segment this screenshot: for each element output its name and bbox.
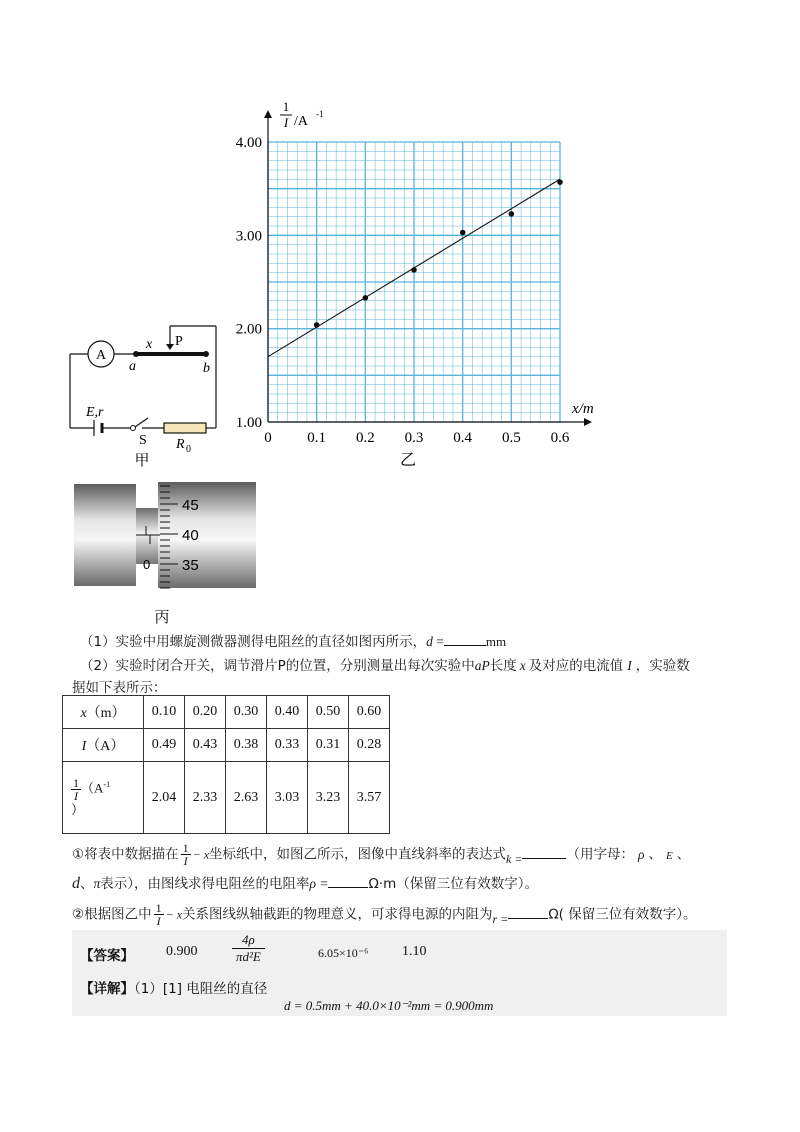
x-tick-label: 0: [264, 430, 272, 446]
table-cell: 2.33: [185, 762, 226, 834]
table-cell: 0.40: [267, 696, 308, 729]
table-row: [63, 729, 390, 762]
y-label-numerator: 1: [282, 99, 290, 114]
table-cell: 3.57: [349, 762, 390, 834]
question-2-line1: （2）实验时闭合开关，调节滑片P的位置，分别测量出每次实验中aP长度 x 及对应的电流值 I ，实验数: [80, 658, 690, 674]
table-cell: 3.03: [267, 762, 308, 834]
chart-yi: [220, 95, 610, 475]
explain-line: 【详解】（1）[1] 电阻丝的直径: [80, 981, 268, 997]
thimble-label-35: 35: [182, 557, 199, 574]
table-cell: 0.31: [308, 729, 349, 762]
slider-arrow: [166, 344, 174, 350]
x-tick-label: 0.6: [550, 430, 570, 446]
answer-value-2: 4ρ πd²E: [232, 932, 265, 965]
x-axis-arrow: [584, 418, 592, 426]
data-point: [557, 179, 563, 185]
r0-label: R: [176, 437, 185, 452]
row-label-inv-i: $\frac{1}{I}$ （$A^{-1}$ ）: [63, 762, 144, 834]
row-label-i: I（A）: [63, 729, 144, 762]
y-label-unit: /A: [294, 114, 308, 129]
sub-question-1-line1: ①将表中数据描在 $\frac{1}{I}$ − x坐标纸中，如图乙所示，图像中直线斜率的表达式k = （用字母： ρ 、 E 、: [72, 841, 691, 868]
thimble-label-45: 45: [182, 497, 199, 514]
answer-box: [72, 930, 727, 1016]
y-axis-arrow: [264, 110, 272, 118]
a-label: a: [129, 359, 136, 374]
answer-value-3: 6.05×10⁻⁶: [318, 946, 369, 960]
data-point: [460, 230, 466, 236]
question-1: （1）实验中用螺旋测微器测得电阻丝的直径如图丙所示，d = mm: [80, 634, 507, 650]
table-row: [63, 696, 390, 729]
data-table: [62, 695, 390, 834]
micrometer-frame: [74, 484, 136, 586]
table-cell: 0.10: [144, 696, 185, 729]
micrometer-sleeve: [136, 508, 158, 564]
table-cell: 0.33: [267, 729, 308, 762]
data-point: [363, 295, 369, 301]
sub-question-1-line2: d、π表示），由图线求得电阻丝的电阻率ρ = Ω·m（保留三位有效数字）。: [72, 875, 538, 892]
switch-label: S: [139, 433, 147, 448]
table-cell: 0.20: [185, 696, 226, 729]
y-tick-label: 3.00: [235, 228, 262, 245]
table-cell: 0.43: [185, 729, 226, 762]
y-tick-label: 4.00: [235, 135, 262, 151]
row-label-x: x（m）: [63, 696, 144, 729]
emf-label: E,r: [86, 405, 104, 420]
answer-label: 【答案】: [80, 948, 134, 964]
data-point: [314, 322, 320, 328]
switch-icon: [135, 418, 148, 427]
table-cell: 0.60: [349, 696, 390, 729]
table-cell: 0.30: [226, 696, 267, 729]
b-label: b: [203, 361, 210, 376]
table-cell: 2.04: [144, 762, 185, 834]
micrometer-bing: [70, 478, 270, 628]
answer-value-4: 1.10: [402, 944, 427, 959]
table-cell: 2.63: [226, 762, 267, 834]
sub-question-2: ②根据图乙中 $\frac{1}{I}$ − x关系图线纵轴截距的物理意义，可求得电源的内阻为r = Ω( 保留三位有效数字）。: [72, 901, 697, 928]
table-cell: 0.28: [349, 729, 390, 762]
circuit-jia: [66, 320, 226, 470]
y-label-denominator: I: [283, 115, 289, 130]
data-point: [509, 211, 515, 217]
table-cell: 0.50: [308, 696, 349, 729]
r0-sub: 0: [186, 444, 191, 455]
x-tick-label: 0.3: [404, 430, 424, 446]
resistor-r0: [164, 423, 206, 433]
y-axis-label: [280, 99, 324, 130]
x-tick-label: 0.2: [355, 430, 375, 446]
data-point: [411, 267, 417, 273]
y-tick-label: 2.00: [235, 321, 262, 338]
table-row: [63, 762, 390, 834]
x-label: x: [146, 337, 153, 352]
thimble-label-40: 40: [182, 527, 199, 544]
x-tick-label: 0.1: [307, 430, 327, 446]
table-cell: 3.23: [308, 762, 349, 834]
sleeve-zero-label: 0: [143, 557, 151, 572]
x-tick-label: 0.4: [453, 430, 473, 446]
circuit-caption: 甲: [134, 451, 150, 469]
micrometer-thimble: [158, 482, 256, 588]
y-tick-label: 1.00: [235, 415, 262, 431]
y-label-sup: -1: [316, 109, 324, 119]
x-tick-label: 0.5: [501, 430, 521, 446]
answer-value-1: 0.900: [166, 944, 198, 959]
ammeter-label: A: [95, 348, 107, 363]
table-cell: 0.49: [144, 729, 185, 762]
explain-formula: d = 0.5mm + 40.0×10⁻²mm = 0.900mm: [284, 998, 494, 1013]
question-2-line2: 据如下表所示：: [72, 680, 167, 696]
x-axis-label: x/m: [572, 401, 594, 417]
chart-caption: 乙: [399, 450, 417, 469]
table-cell: 0.38: [226, 729, 267, 762]
p-label: P: [175, 334, 183, 349]
micrometer-caption: 丙: [154, 608, 170, 626]
